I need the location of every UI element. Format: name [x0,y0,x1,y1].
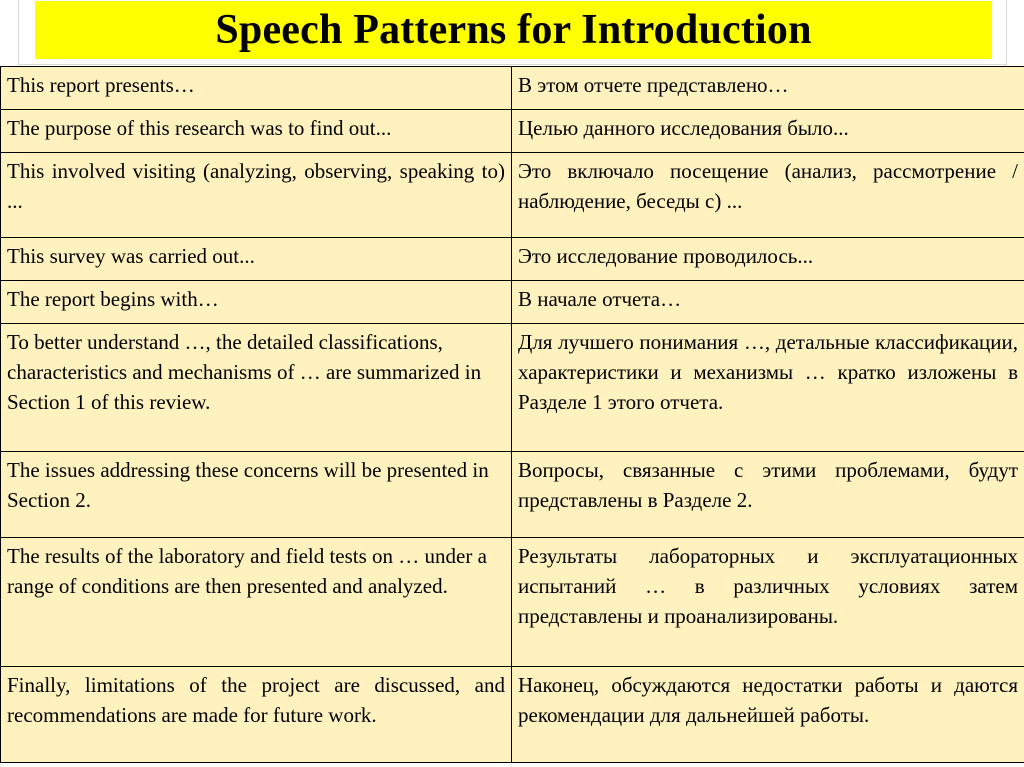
speech-patterns-table [0,66,1024,763]
russian-phrase-cell [512,153,1024,238]
russian-phrase: В этом отчете представлено… [518,73,789,97]
russian-phrase-cell [512,110,1024,153]
english-phrase-cell [1,238,512,281]
title-banner [35,1,992,59]
english-phrase-cell [1,281,512,324]
frame-line-left [18,0,19,66]
table-row [1,67,1024,110]
english-phrase: Finally, limitations of the project are discussed, and recommendations are made for future work. [7,673,505,727]
table-row [1,110,1024,153]
russian-phrase-cell [512,538,1024,667]
russian-phrase-cell [512,324,1024,452]
russian-phrase: В начале отчета… [518,287,682,311]
russian-phrase: Целью данного исследования было... [518,116,849,140]
russian-phrase-cell [512,67,1024,110]
english-phrase: This survey was carried out... [7,244,255,268]
russian-phrase: Результаты лабораторных и эксплуатационных испытаний … в различных условиях затем представлены и проанализированы. [518,544,1018,628]
frame-line-bottom [18,64,1007,65]
english-phrase-cell [1,324,512,452]
russian-phrase-cell [512,281,1024,324]
table-row [1,667,1024,763]
english-phrase-cell [1,538,512,667]
english-phrase: To better understand …, the detailed classifications, characteristics and mechanisms of … are summarized in Section 1 of this review. [7,330,482,414]
russian-phrase: Вопросы, связанные с этими проблемами, будут представлены в Разделе 2. [518,458,1018,512]
russian-phrase-cell [512,238,1024,281]
english-phrase: The purpose of this research was to find out... [7,116,392,140]
english-phrase-cell [1,153,512,238]
english-phrase: The report begins with… [7,287,219,311]
russian-phrase: Для лучшего понимания …, детальные классификации, характеристики и механизмы … кратко изложены в Разделе 1 этого отчета. [518,330,1018,414]
english-phrase: This report presents… [7,73,195,97]
frame-line-right [1006,0,1007,66]
table-row [1,238,1024,281]
russian-phrase-cell [512,667,1024,763]
russian-phrase: Наконец, обсуждаются недостатки работы и даются рекомендации для дальнейшей работы. [518,673,1018,727]
table-row [1,153,1024,238]
english-phrase-cell [1,110,512,153]
table-row [1,281,1024,324]
english-phrase: The results of the laboratory and field tests on … under a range of conditions are then presented and analyzed. [7,544,487,598]
slide-title: Speech Patterns for Introduction [215,7,812,53]
table-row [1,452,1024,538]
english-phrase: The issues addressing these concerns will be presented in Section 2. [7,458,489,512]
english-phrase: This involved visiting (analyzing, observing, speaking to) ... [7,159,505,213]
table-row [1,538,1024,667]
russian-phrase-cell [512,452,1024,538]
english-phrase-cell [1,67,512,110]
russian-phrase: Это включало посещение (анализ, рассмотрение / наблюдение, беседы с) ... [518,159,1018,213]
table-row [1,324,1024,452]
english-phrase-cell [1,452,512,538]
russian-phrase: Это исследование проводилось... [518,244,814,268]
english-phrase-cell [1,667,512,763]
